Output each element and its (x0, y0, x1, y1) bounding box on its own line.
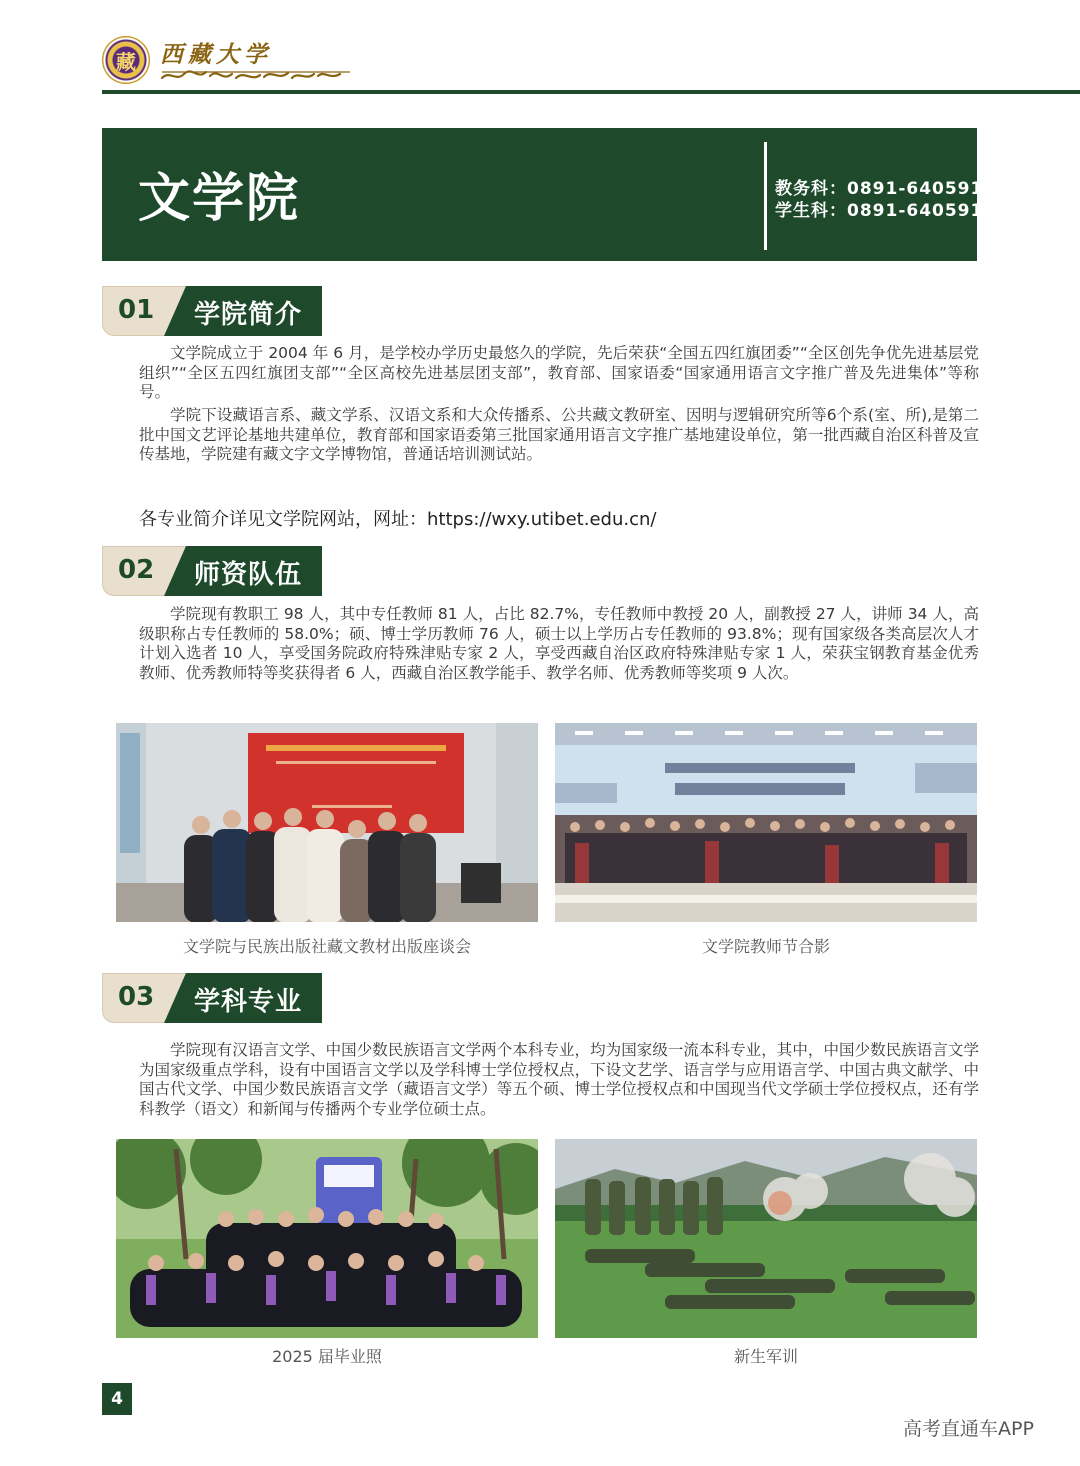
section-title: 师资队伍 (194, 560, 303, 590)
photo-caption: 文学院教师节合影 (701, 937, 830, 956)
section-title: 学科专业 (194, 987, 303, 1017)
section-number: 01 (118, 295, 155, 325)
photo-teachers-day (555, 723, 977, 922)
phone-academic-affairs: 教务科：0891-6405916 (775, 179, 997, 199)
intro-paragraph-2: 学院下设藏语言系、藏文学系、汉语文系和大众传播系、公共藏文教研室、因明与逻辑研究所等6个系(室、所),是第二批中国文艺评论基地共建单位，教育部和国家语委第三批国家通用语言文字推广基地建设单位，第一批西藏自治区科普及宣传基地，学院建有藏文字文学博物馆，普通话培训测试站。 (139, 406, 979, 463)
source-watermark: 高考直通车APP (903, 1418, 1034, 1440)
faculty-paragraph: 学院现有教职工 98 人，其中专任教师 81 人，占比 82.7%，专任教师中教授 20 人，副教授 27 人，讲师 34 人，高级职称占专任教师的 58.0%；硕、博士学历教师 76 人，硕士以上学历占专任教师的 93.8%；现有国家级各类高层次人才计划入选者 10 人，享受国务院政府特殊津贴专家 2 人，享受西藏自治区政府特殊津贴专家 1 人，荣获宝钢教育基金优秀教师、优秀教师特等奖获得者 6 人，西藏自治区教学能手、教学名师、优秀教师等奖项 9 人次。 (139, 605, 979, 682)
section-number: 03 (118, 982, 155, 1012)
title-banner (102, 128, 997, 261)
photo-military-training (555, 1139, 977, 1338)
photo-caption: 2025 届毕业照 (272, 1347, 382, 1366)
photo-caption: 新生军训 (733, 1347, 798, 1366)
photo-caption: 文学院与民族出版社藏文教材出版座谈会 (182, 937, 471, 956)
section-title: 学院简介 (194, 300, 303, 330)
university-logo (102, 34, 402, 90)
logo-text: 西藏大学 (160, 41, 272, 68)
section-tab-02 (102, 546, 322, 596)
disciplines-paragraph: 学院现有汉语言文学、中国少数民族语言文学两个本科专业，均为国家级一流本科专业，其中，中国少数民族语言文学为国家级重点学科，设有中国语言文学以及学科博士学位授权点，下设文艺学、语言学与应用语言学、中国古典文献学、中国古代文学、中国少数民族语言文学（藏语言文学）等五个硕、博士学位授权点和中国现当代文学硕士学位授权点，还有学科教学（语文）和新闻与传播两个专业学位硕士点。 (139, 1041, 979, 1118)
photo-symposium (116, 723, 538, 922)
banner-divider (764, 142, 767, 250)
section-number: 02 (118, 555, 155, 585)
photo-graduation (116, 1139, 538, 1338)
phone-student-affairs: 学生科：0891-6405915 (775, 201, 997, 221)
page-title: 文学院 (138, 169, 301, 229)
section-tab-01 (102, 286, 322, 336)
page-number: 4 (102, 1383, 132, 1415)
tibetan-script-icon (160, 66, 360, 86)
website-link[interactable]: 各专业简介详见文学院网站，网址：https://wxy.utibet.edu.cn/ (139, 509, 657, 530)
section-tab-03 (102, 973, 322, 1023)
intro-paragraph-1: 文学院成立于 2004 年 6 月，是学校办学历史最悠久的学院，先后荣获“全国五四红旗团委”“全区创先争优先进基层党组织”“全区五四红旗团支部”“全区高校先进基层团支部”，教育部、国家语委“国家通用语言文字推广普及先进集体”等称号。 (139, 344, 979, 401)
seal-glyph: 藏 (116, 50, 136, 74)
header-rule (102, 90, 1080, 94)
